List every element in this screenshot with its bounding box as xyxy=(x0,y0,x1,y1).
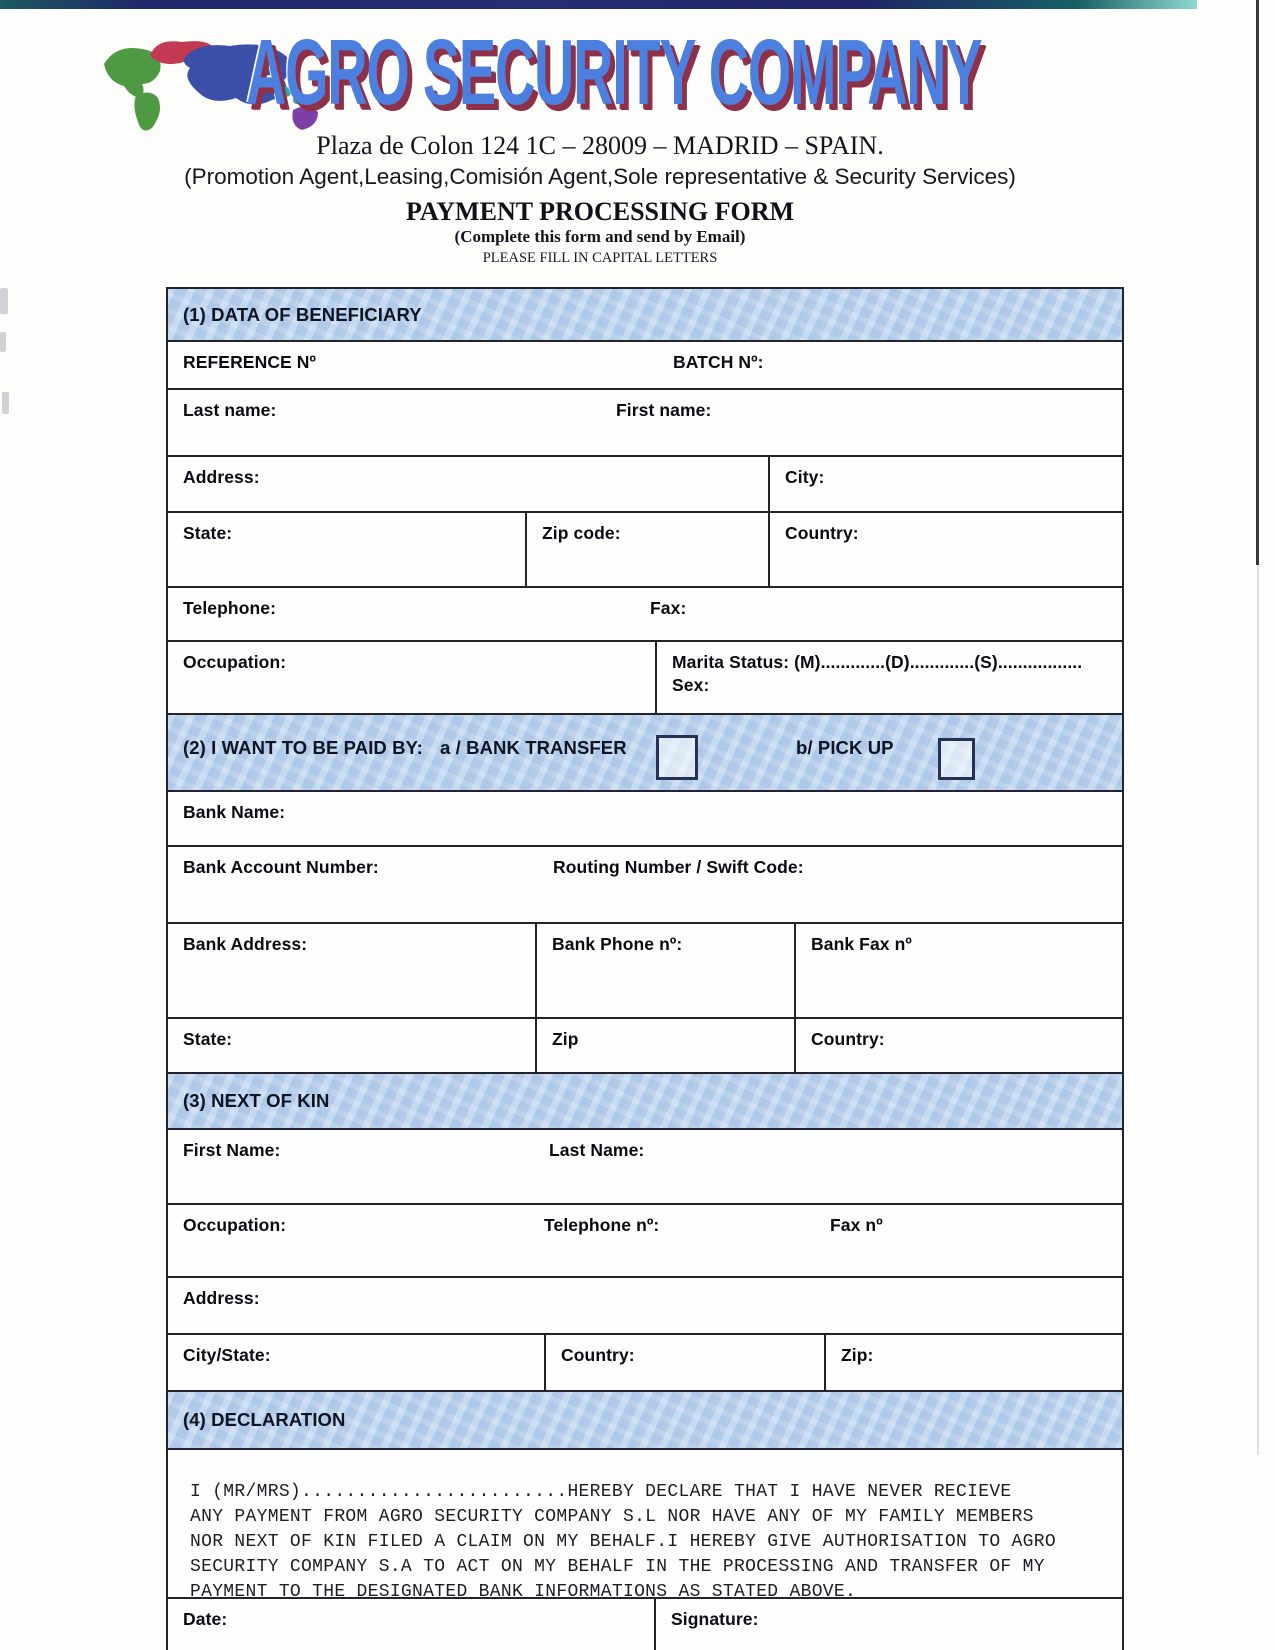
kin-city-state-label: City/State: xyxy=(183,1345,271,1365)
telephone-label: Telephone: xyxy=(183,598,277,618)
occupation-marital-row xyxy=(168,642,1122,715)
declaration-row xyxy=(168,1450,1122,1602)
kin-last-name-label: Last Name: xyxy=(549,1140,645,1160)
bank-country-label: Country: xyxy=(811,1029,885,1049)
reference-number-label: REFERENCE Nº xyxy=(183,352,317,372)
signature-field[interactable] xyxy=(654,1599,1122,1650)
reference-batch-row[interactable] xyxy=(168,342,1122,390)
kin-country-field[interactable] xyxy=(544,1335,824,1390)
marital-status-field[interactable] xyxy=(655,642,1122,713)
company-name: AGRO SECURITY COMPANY xyxy=(246,20,982,124)
bank-name-label: Bank Name: xyxy=(183,802,286,822)
scan-right-edge-line xyxy=(1256,0,1259,565)
section1-title: (1) DATA OF BENEFICIARY xyxy=(183,303,422,325)
kin-first-name-label: First Name: xyxy=(183,1140,281,1160)
kin-city-state-field[interactable] xyxy=(168,1335,544,1390)
state-label: State: xyxy=(183,523,233,543)
address-label: Address: xyxy=(183,467,260,487)
bank-zip-label: Zip xyxy=(552,1029,579,1049)
date-field[interactable] xyxy=(168,1599,654,1650)
batch-number-label: BATCH Nº: xyxy=(673,352,764,372)
scan-smudge xyxy=(0,288,8,314)
kin-telephone-label: Telephone nº: xyxy=(544,1215,660,1235)
marital-status-label: Marita Status: (M).............(D).............(S)................. xyxy=(672,652,1083,672)
kin-city-country-zip-row xyxy=(168,1335,1122,1392)
zip-code-label: Zip code: xyxy=(542,523,621,543)
scan-smudge xyxy=(0,332,6,352)
company-address: Plaza de Colon 124 1C – 28009 – MADRID – SPAIN. xyxy=(316,131,884,160)
kin-occupation-label: Occupation: xyxy=(183,1215,287,1235)
first-name-label: First name: xyxy=(616,400,712,420)
bank-state-field[interactable] xyxy=(168,1019,535,1072)
zip-code-field[interactable] xyxy=(525,513,768,586)
city-label: City: xyxy=(785,467,825,487)
section2-header xyxy=(168,715,1122,792)
section2-title: (2) I WANT TO BE PAID BY: xyxy=(183,737,423,758)
bank-transfer-checkbox[interactable] xyxy=(656,735,698,780)
bank-phone-label: Bank Phone nº: xyxy=(552,934,683,954)
form-instruction-email: (Complete this form and send by Email) xyxy=(454,227,746,246)
declaration-line: NOR NEXT OF KIN FILED A CLAIM ON MY BEHALF.I HEREBY GIVE AUTHORISATION TO AGRO xyxy=(190,1532,1056,1552)
date-signature-row xyxy=(168,1599,1122,1650)
declaration-line: I (MR/MRS)........................HEREBY DECLARE THAT I HAVE NEVER RECIEVE xyxy=(190,1482,1012,1502)
form-title: PAYMENT PROCESSING FORM xyxy=(405,197,795,226)
address-city-row xyxy=(168,457,1122,513)
city-field[interactable] xyxy=(768,457,1122,511)
last-name-label: Last name: xyxy=(183,400,277,420)
name-row[interactable] xyxy=(168,390,1122,457)
date-label: Date: xyxy=(183,1609,228,1629)
bank-address-field[interactable] xyxy=(168,924,535,1017)
kin-zip-label: Zip: xyxy=(841,1345,874,1365)
state-field[interactable] xyxy=(168,513,525,586)
declaration-line: SECURITY COMPANY S.A TO ACT ON MY BEHALF IN THE PROCESSING AND TRANSFER OF MY xyxy=(190,1557,1045,1577)
address-field[interactable] xyxy=(168,457,768,511)
section4-header xyxy=(168,1392,1122,1450)
sex-label: Sex: xyxy=(672,675,710,695)
declaration-line: PAYMENT TO THE DESIGNATED BANK INFORMATIONS AS STATED ABOVE. xyxy=(190,1582,857,1602)
section3-header xyxy=(168,1074,1122,1130)
bank-state-zip-country-row xyxy=(168,1019,1122,1074)
bank-address-phone-fax-row xyxy=(168,924,1122,1019)
kin-occupation-row[interactable] xyxy=(168,1205,1122,1278)
declaration-text xyxy=(168,1450,1056,1602)
kin-name-row[interactable] xyxy=(168,1130,1122,1205)
kin-zip-field[interactable] xyxy=(824,1335,1122,1390)
country-field[interactable] xyxy=(768,513,1122,586)
form-instruction-capitals: PLEASE FILL IN CAPITAL LETTERS xyxy=(482,250,718,266)
occupation-field[interactable] xyxy=(168,642,655,713)
scan-top-bar xyxy=(0,0,1197,9)
pick-up-option-label: b/ PICK UP xyxy=(796,737,894,758)
kin-address-label: Address: xyxy=(183,1288,260,1308)
section3-title: (3) NEXT OF KIN xyxy=(183,1090,330,1111)
bank-name-row[interactable] xyxy=(168,792,1122,847)
occupation-label: Occupation: xyxy=(183,652,287,672)
kin-address-row[interactable] xyxy=(168,1278,1122,1335)
bank-fax-label: Bank Fax nº xyxy=(811,934,912,954)
bank-country-field[interactable] xyxy=(794,1019,1122,1072)
bank-state-label: State: xyxy=(183,1029,233,1049)
signature-label: Signature: xyxy=(671,1609,759,1629)
bank-address-label: Bank Address: xyxy=(183,934,308,954)
section4-title: (4) DECLARATION xyxy=(183,1409,346,1430)
telephone-fax-row[interactable] xyxy=(168,588,1122,642)
state-zip-country-row xyxy=(168,513,1122,588)
scan-smudge xyxy=(2,392,9,414)
bank-account-label: Bank Account Number: xyxy=(183,857,379,877)
kin-fax-label: Fax nº xyxy=(830,1215,883,1235)
bank-phone-field[interactable] xyxy=(535,924,794,1017)
bank-transfer-option-label: a / BANK TRANSFER xyxy=(440,737,627,758)
declaration-line: ANY PAYMENT FROM AGRO SECURITY COMPANY S.L NOR HAVE ANY OF MY FAMILY MEMBERS xyxy=(190,1507,1034,1527)
routing-swift-label: Routing Number / Swift Code: xyxy=(553,857,804,877)
bank-zip-field[interactable] xyxy=(535,1019,794,1072)
bank-fax-field[interactable] xyxy=(794,924,1122,1017)
scan-right-edge-line-faint xyxy=(1257,565,1259,1455)
bank-account-routing-row[interactable] xyxy=(168,847,1122,924)
country-label: Country: xyxy=(785,523,859,543)
kin-country-label: Country: xyxy=(561,1345,635,1365)
company-services: (Promotion Agent,Leasing,Comisión Agent,Sole representative & Security Services) xyxy=(184,164,1016,189)
fax-label: Fax: xyxy=(650,598,687,618)
payment-form-table xyxy=(166,287,1124,1650)
section1-header xyxy=(168,289,1122,342)
pick-up-checkbox[interactable] xyxy=(938,738,975,780)
